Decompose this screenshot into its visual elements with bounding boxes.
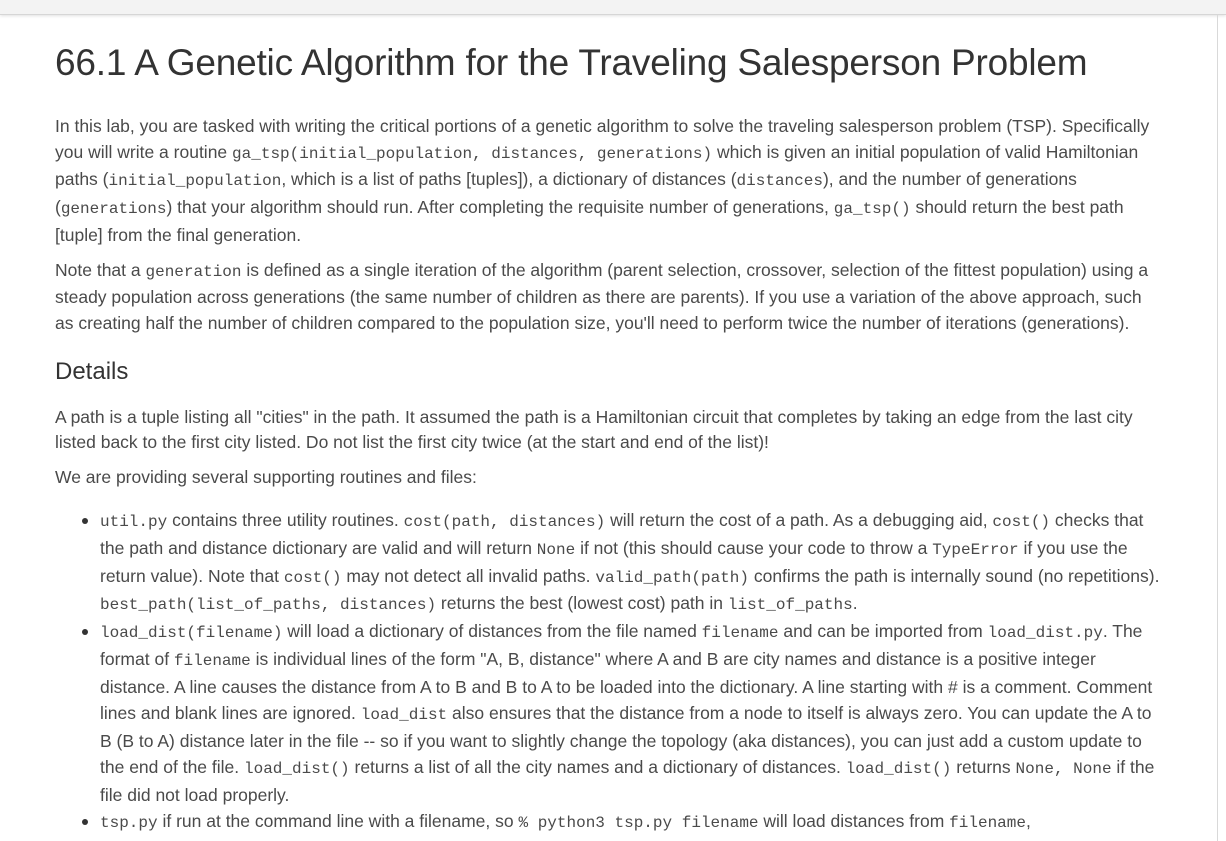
path-description-paragraph: A path is a tuple listing all "cities" in the path. It assumed the path is a Hamiltonian circuit that completes by taking an edge from the last city listed back to the first city listed. Do not list the first city twice (at the start and end of the list)! [55,406,1133,453]
supporting-routines-intro: We are providing several supporting routines and files: [55,467,477,488]
code-ga-tsp-signature: ga_tsp(initial_population, distances, generations) [232,144,713,163]
page-title: 66.1 A Genetic Algorithm for the Traveling Salesperson Problem [55,42,1088,83]
top-bar [0,0,1226,15]
intro-paragraph: In this lab, you are tasked with writing the critical portions of a genetic algorithm to solve the traveling salesperson problem (TSP). Specifically you will write a routine ga_tsp(initial_population, distances, generations) which is given an initial population of valid Hamiltonian paths (initial_population, which is a list of paths [tuples]), a dictionary of distances (distances), and the number of generations (generations) that your algorithm should run. After completing the requisite number of generations, ga_tsp() should return the best path [tuple] from the final generation. [55,116,1150,245]
list-item-load-dist: load_dist(filename) will load a dictionary of distances from the file named filename and can be imported from load_dist.py. The format of filename is individual lines of the form "A, B, distance" where A and B are city names and distance is a positive integer distance. A line causes the distance from A to B and B to A to be loaded into the dictionary. A line starting with # is a comment. Comment lines and blank lines are ignored. load_dist also ensures that the distance from a node to itself is always zero. You can update the A to B (B to A) distance later in the file -- so if you want to slightly change the topology (aka distances), you can just add a custom update to the end of the file. load_dist() returns a list of all the city names and a dictionary of distances. load_dist() returns None, None if the file did not load properly. [100,619,1160,808]
list-item-tsp-py: tsp.py if run at the command line with a filename, so % python3 tsp.py filename will load distances from filename, [100,809,1160,837]
details-heading: Details [55,357,129,385]
generation-note-paragraph: Note that a generation is defined as a single iteration of the algorithm (parent selection, crossover, selection of the fittest population) using a steady population across generations (the same number of children as there are parents). If you use a variation of the above approach, such as creating half the number of children compared to the population size, you'll need to perform twice the number of iterations (generations). [55,259,1149,333]
scrollbar-track[interactable] [1217,15,1218,841]
list-item-util-py: util.py contains three utility routines. cost(path, distances) will return the cost of a path. As a debugging aid, cost() checks that the path and distance dictionary are valid and will return None if not (this should cause your code to throw a TypeError if you use the return value). Note that cost() may not detect all invalid paths. valid_path(path) confirms the path is internally sound (no repetitions). best_path(list_of_paths, distances) returns the best (lowest cost) path in list_of_paths. [100,508,1160,620]
supporting-files-list [55,508,1160,837]
lab-content [55,40,1160,837]
